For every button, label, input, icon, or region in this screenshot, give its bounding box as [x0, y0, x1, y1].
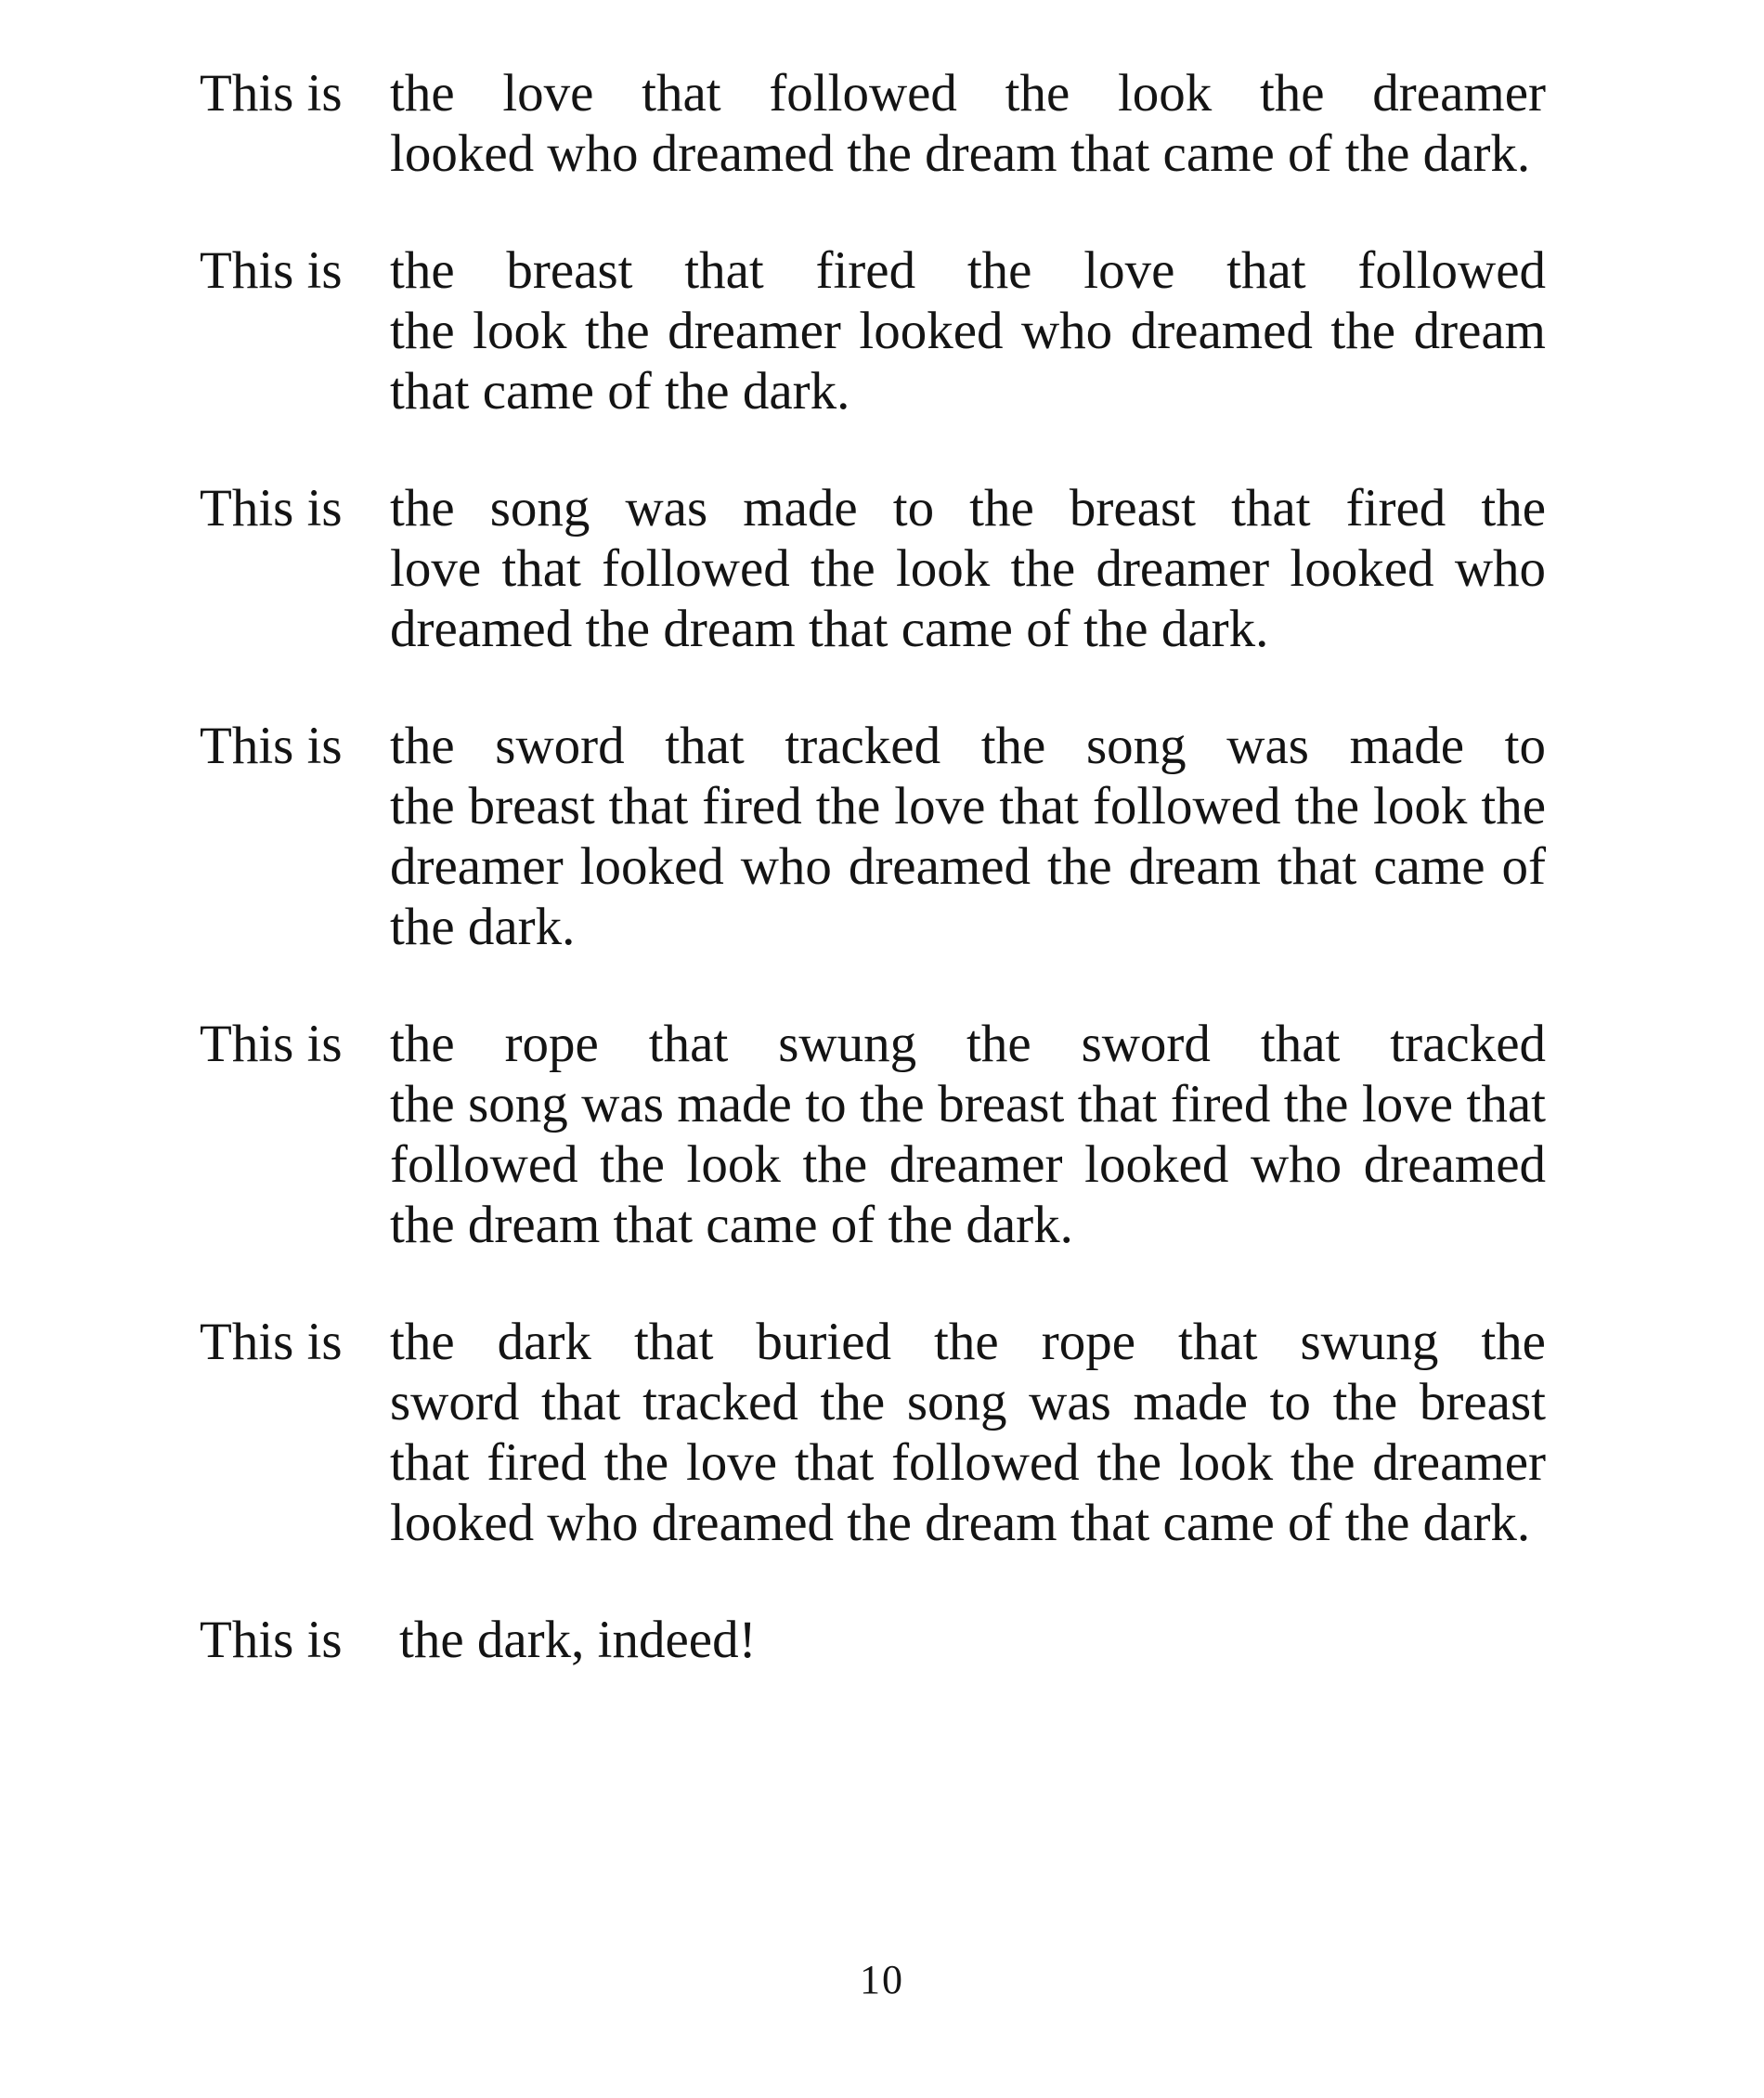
stanza-prefix: This is — [200, 479, 343, 537]
stanza-first-line: the sword that tracked the song was made to — [390, 717, 1546, 775]
stanza-body — [390, 240, 1546, 421]
stanza-4 — [200, 716, 1555, 957]
stanza-6 — [200, 1312, 1555, 1553]
stanza-first-line: the love that followed the look the dreamer — [390, 64, 1546, 123]
stanza-prefix: This is — [200, 1313, 343, 1371]
stanza-continuation: the song was made to the breast that fired the love that followed the look the dreamer looked who dreamed the dream that came of the dark. — [390, 1075, 1546, 1254]
stanza-body — [390, 1014, 1546, 1255]
final-stanza — [200, 1610, 1555, 1670]
stanza-first-line: the dark that buried the rope that swung the — [390, 1313, 1546, 1371]
stanza-continuation: the breast that fired the love that followed the look the dreamer looked who dreamed the dream that came of the dark. — [390, 777, 1546, 956]
stanza-body — [390, 63, 1546, 184]
stanza-2 — [200, 240, 1555, 421]
stanza-continuation: love that followed the look the dreamer looked who dreamed the dream that came of the dark. — [390, 539, 1546, 658]
stanza-prefix: This is — [200, 241, 343, 300]
stanza-body — [390, 478, 1546, 659]
stanza-3 — [200, 478, 1555, 659]
stanza-continuation: the look the dreamer looked who dreamed the dream that came of the dark. — [390, 302, 1546, 421]
stanza-prefix: This is — [200, 1015, 343, 1073]
stanza-1 — [200, 63, 1555, 184]
stanza-prefix: This is — [200, 717, 343, 775]
poem-text — [200, 63, 1555, 1670]
page-number: 10 — [860, 1957, 904, 2002]
stanza-first-line: the breast that fired the love that followed — [390, 241, 1546, 300]
stanza-body — [390, 716, 1546, 957]
stanza-prefix: This is — [200, 64, 343, 123]
stanza-continuation: sword that tracked the song was made to the breast that fired the love that followed the look the dreamer looked who dreamed the dream that came of the dark. — [390, 1373, 1546, 1552]
stanza-first-line: the song was made to the breast that fired the — [390, 479, 1546, 537]
final-text: the dark, indeed! — [399, 1611, 757, 1669]
stanza-first-line: the rope that swung the sword that tracked — [390, 1015, 1546, 1073]
stanza-continuation: looked who dreamed the dream that came of the dark. — [390, 124, 1531, 183]
stanza-5 — [200, 1014, 1555, 1255]
final-prefix: This is — [200, 1611, 343, 1669]
stanza-body — [390, 1312, 1546, 1553]
